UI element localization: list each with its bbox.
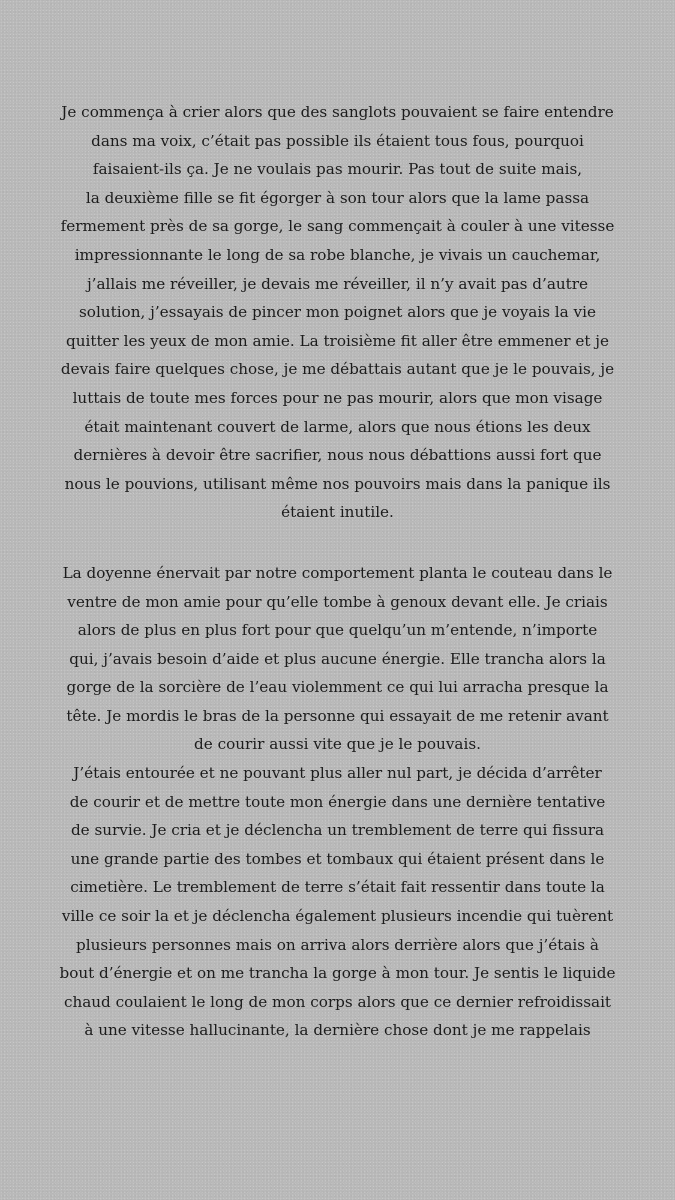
text-line: gorge de la sorcière de l’eau violemment ce qui lui arracha presque la [66, 678, 609, 697]
text-line: J’étais entourée et ne pouvant plus aller nul part, je décida d’arrêter [73, 764, 602, 783]
text-line: cimetière. Le tremblement de terre s’était fait ressentir dans toute la [70, 878, 605, 897]
text-line: impressionnante le long de sa robe blanche, je vivais un cauchemar, [74, 245, 601, 264]
text-line: quitter les yeux de mon amie. La troisième fit aller être emmener et je [65, 331, 609, 350]
text-line: la deuxième fille se fit égorger à son tour alors que la lame passa [85, 188, 590, 207]
text-line: ville ce soir la et je déclencha également plusieurs incendie qui tuèrent [61, 907, 614, 926]
text-line: de survie. Je cria et je déclencha un tremblement de terre qui fissura [70, 821, 605, 840]
text-line: La doyenne énervait par notre comportement planta le couteau dans le [62, 563, 613, 582]
text-line: j’allais me réveiller, je devais me réveiller, il n’y avait pas d’autre [86, 274, 589, 293]
paragraph-gap [28, 527, 647, 559]
story-paragraph-1 [28, 98, 647, 527]
text-line: alors de plus en plus fort pour que quelqu’un m’entende, n’importe [77, 621, 598, 640]
text-line: était maintenant couvert de larme, alors que nous étions les deux [84, 417, 591, 436]
text-line: qui, j’avais besoin d’aide et plus aucune énergie. Elle trancha alors la [69, 649, 606, 668]
text-line: de courir et de mettre toute mon énergie dans une dernière tentative [69, 792, 606, 811]
text-line: devais faire quelques chose, je me débattais autant que je le pouvais, je [60, 360, 615, 379]
text-line: dernières à devoir être sacrifier, nous nous débattions aussi fort que [73, 446, 602, 465]
text-line: fermement près de sa gorge, le sang commençait à couler à une vitesse [60, 217, 615, 236]
text-line: à une vitesse hallucinante, la dernière chose dont je me rappelais [84, 1021, 591, 1040]
text-line: nous le pouvions, utilisant même nos pouvoirs mais dans la panique ils [64, 474, 611, 493]
text-line: plusieurs personnes mais on arriva alors derrière alors que j’étais à [76, 935, 599, 954]
text-line: solution, j’essayais de pincer mon poignet alors que je voyais la vie [79, 303, 596, 322]
text-line: de courir aussi vite que je le pouvais. [194, 735, 481, 754]
text-line: Je commença à crier alors que des sanglots pouvaient se faire entendre [61, 103, 614, 121]
text-line: ventre de mon amie pour qu’elle tombe à genoux devant elle. Je criais [67, 592, 608, 611]
story-paragraph-2 [28, 559, 647, 1045]
text-line: étaient inutile. [281, 503, 394, 522]
text-line: luttais de toute mes forces pour ne pas mourir, alors que mon visage [72, 388, 603, 407]
text-line: une grande partie des tombes et tombaux qui étaient présent dans le [70, 849, 605, 868]
text-line: chaud coulaient le long de mon corps alors que ce dernier refroidissait [63, 992, 612, 1011]
text-line: bout d’énergie et on me trancha la gorge à mon tour. Je sentis le liquide [59, 964, 616, 983]
text-line: tête. Je mordis le bras de la personne qui essayait de me retenir avant [66, 706, 609, 725]
text-line: faisaient-ils ça. Je ne voulais pas mourir. Pas tout de suite mais, [92, 160, 583, 179]
text-line: dans ma voix, c’était pas possible ils étaient tous fous, pourquoi [91, 131, 584, 150]
